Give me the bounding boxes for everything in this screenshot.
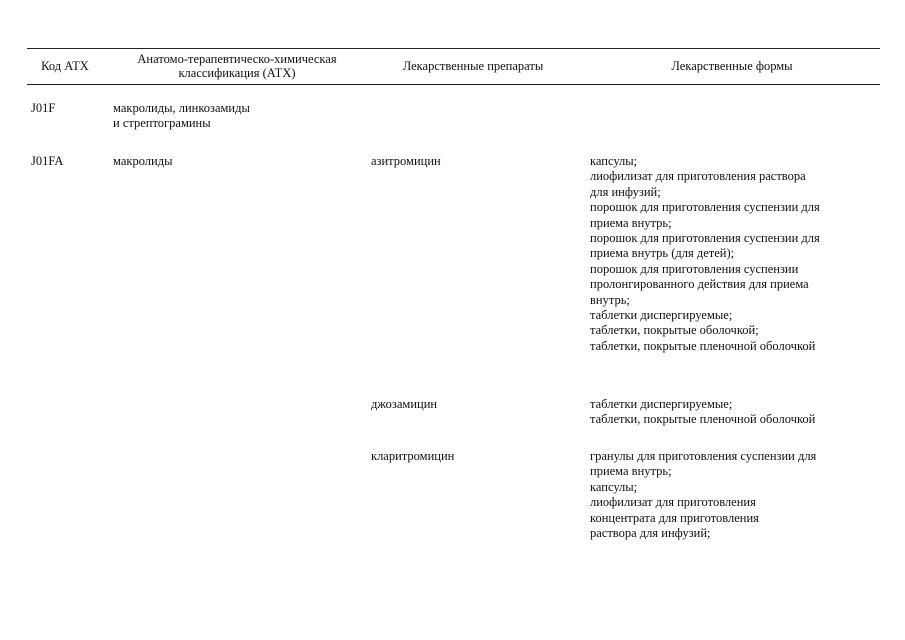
row-j01f-classification: макролиды, линкозамиды и стрептограмины	[113, 101, 250, 131]
row-j01fa-code: J01FA	[31, 154, 64, 168]
drug-clarithromycin: кларитромицин	[371, 449, 455, 463]
row-j01fa-classification: макролиды	[113, 154, 173, 168]
header-classification	[108, 48, 366, 84]
drug-azithromycin: азитромицин	[371, 154, 441, 168]
forms-azithromycin: капсулы; лиофилизат для приготовления раствора для инфузий; порошок для приготовления суспензии для приема внутрь; порошок для приготовления суспензии для приема внутрь (для детей); порошок для приготовления суспензии пролонгированного действия для приема внутрь; таблетки диспергируемые; таблетки, покрытые оболочкой; таблетки, покрытые пленочной оболочкой	[590, 154, 820, 353]
forms-josamycin: таблетки диспергируемые; таблетки, покрытые пленочной оболочкой	[590, 397, 816, 427]
row-j01f-code: J01F	[31, 101, 56, 115]
drug-josamycin: джозамицин	[371, 397, 438, 411]
forms-clarithromycin: гранулы для приготовления суспензии для приема внутрь; капсулы; лиофилизат для приготовления концентрата для приготовления раствора для инфузий;	[590, 449, 817, 541]
header-classification-text: Анатомо-терапевтическо-химическая классификация (АТХ)	[137, 52, 337, 80]
header-forms: Лекарственные формы	[671, 59, 793, 73]
header-code: Код АТХ	[41, 59, 89, 73]
table-header-rule	[27, 84, 880, 85]
header-drugs: Лекарственные препараты	[402, 59, 544, 73]
